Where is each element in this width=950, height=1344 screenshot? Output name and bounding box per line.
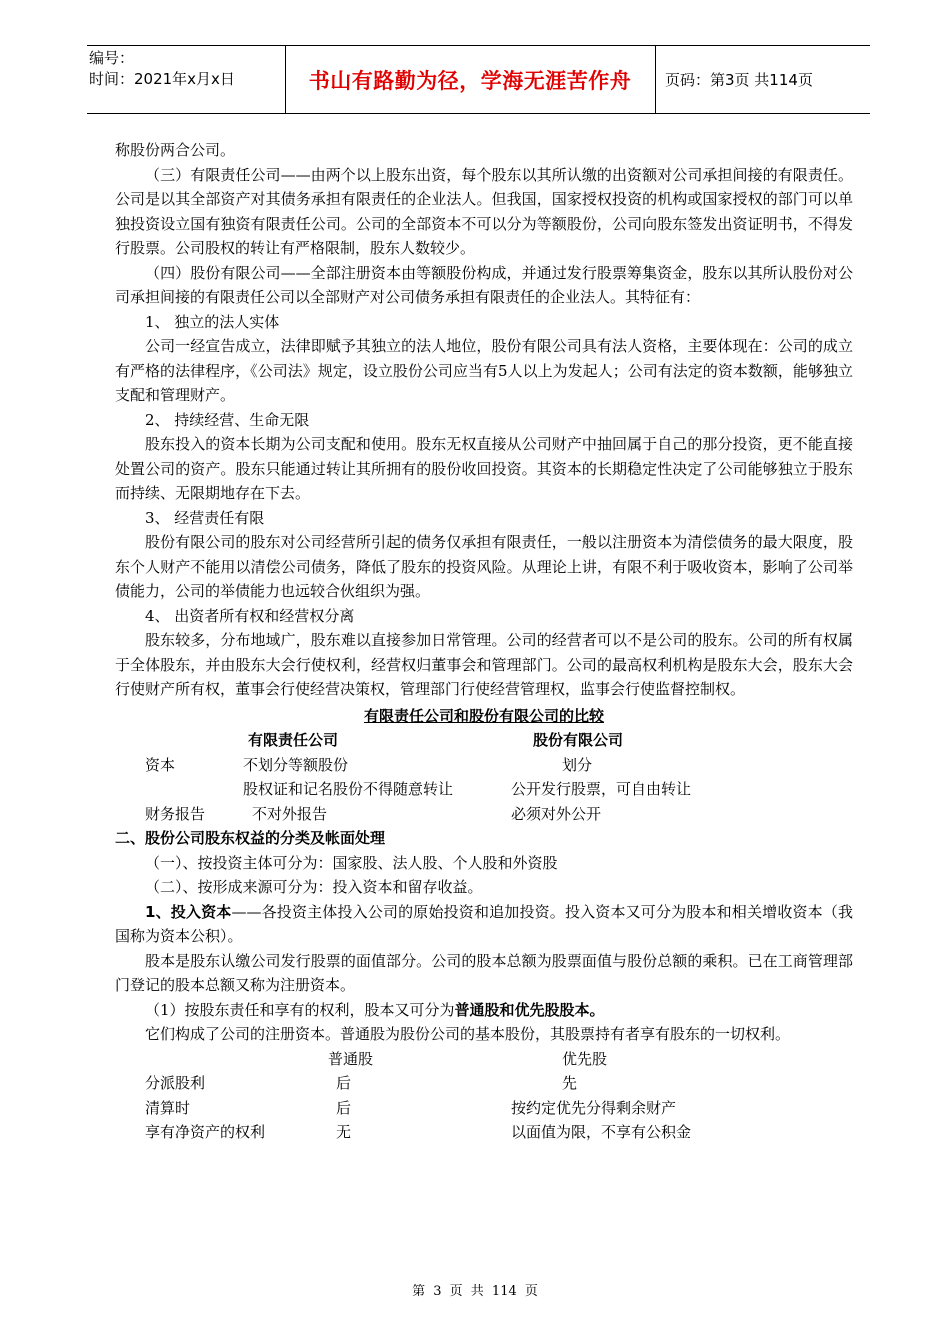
paragraph: （二）、按形成来源可分为：投入资本和留存收益。: [145, 878, 483, 896]
comparison-header-row: [115, 728, 853, 753]
cell: 按约定优先分得剩余财产: [511, 1098, 677, 1117]
comparison-row: [115, 802, 853, 827]
comparison-row: [115, 753, 853, 778]
cell: 不划分等额股份: [243, 755, 349, 774]
cell: 必须对外公开: [511, 804, 602, 823]
column-header: 股份有限公司: [533, 731, 624, 749]
cell: 以面值为限，不享有公积金: [511, 1123, 692, 1141]
paragraph: 公司一经宣告成立，法律即赋予其独立的法人地位，股份有限公司具有法人资格，主要体现在：公司的成立有严格的法律程序，《公司法》规定，设立股份公司应当有5人以上为发起人；公司有法定的资本数额，能够独立支配和管理财产。: [115, 337, 853, 404]
paragraph: [115, 998, 853, 1023]
number-label: 编号：: [89, 49, 135, 67]
cell: 无: [336, 1123, 352, 1141]
paragraph: 称股份两合公司。: [115, 141, 236, 159]
time-label: 时间：2021年x月x日: [89, 70, 235, 88]
page-header: [87, 45, 870, 114]
paragraph: 股东较多，分布地域广，股东难以直接参加日常管理。公司的经营者可以不是公司的股东。公司的所有权属于全体股东，并由股东大会行使权利，经营权归董事会和管理部门。公司的最高权利机构是股东大会，股东大会行使财产所有权，董事会行使经营决策权，管理部门行使经营管理权，监事会行使监督控制权。: [115, 631, 853, 698]
cell: 不对外报告: [252, 804, 328, 823]
stock-row: [115, 1096, 853, 1121]
header-meta: [89, 48, 285, 90]
term-text: ——各投资主体投入公司的原始投资和追加投资。投入资本又可分为股本和相关增收资本（我国称为资本公积）。: [115, 902, 853, 945]
subheading: 2、 持续经营、生命无限: [145, 410, 310, 429]
column-header: 有限责任公司: [248, 731, 339, 749]
header-divider: [655, 46, 656, 113]
cell: 后: [336, 1074, 352, 1092]
cell: 先: [562, 1074, 578, 1092]
row-label: 享有净资产的权利: [145, 1123, 266, 1141]
term-bold: 1、投入资本: [145, 902, 232, 921]
column-header: 普通股: [328, 1049, 374, 1068]
stock-header-row: [115, 1047, 853, 1072]
subheading: 3、 经营责任有限: [145, 508, 265, 527]
subheading: 1、 独立的法人实体: [145, 312, 280, 331]
header-page-info: 页码：第3页 共114页: [665, 71, 813, 89]
paragraph: （一）、按投资主体可分为：国家股、法人股、个人股和外资股: [145, 853, 558, 872]
document-body: [115, 138, 853, 1145]
column-header: 优先股: [562, 1049, 608, 1068]
cell: 股权证和记名股份不得随意转让: [243, 780, 454, 798]
paragraph: 股东投入的资本长期为公司支配和使用。股东无权直接从公司财产中抽回属于自己的那分投资，更不能直接处置公司的资产。股东只能通过转让其所拥有的股份收回投资。其资本的长期稳定性决定了公司能够独立于股东而持续、无限期地存在下去。: [115, 435, 853, 502]
term-bold: 普通股和优先股股本。: [454, 1000, 605, 1019]
comparison-title: 有限责任公司和股份有限公司的比较: [363, 706, 604, 725]
cell: 后: [336, 1098, 352, 1117]
page-footer: 第 3 页 共 114 页: [412, 1284, 538, 1299]
subheading: 4、 出资者所有权和经营权分离: [145, 606, 355, 625]
row-label: 分派股利: [145, 1074, 206, 1092]
cell: 公开发行股票，可自由转让: [511, 780, 692, 798]
term-text: （1）按股东责任和享有的权利，股本又可分为: [145, 1000, 455, 1019]
row-label: 财务报告: [145, 804, 206, 823]
comparison-row: [115, 777, 853, 802]
cell: 划分: [562, 755, 593, 774]
row-label: 资本: [145, 755, 176, 774]
stock-row: [115, 1120, 853, 1145]
paragraph: [115, 900, 853, 949]
row-label: 清算时: [145, 1098, 191, 1117]
stock-row: [115, 1071, 853, 1096]
header-motto: 书山有路勤为径，学海无涯苦作舟: [308, 68, 632, 93]
paragraph: 股份有限公司的股东对公司经营所引起的债务仅承担有限责任，一般以注册资本为清偿债务的最大限度，股东个人财产不能用以清偿公司债务，降低了股东的投资风险。从理论上讲，有限不利于吸收资本，影响了公司举债能力，公司的举债能力也远较合伙组织为强。: [115, 533, 853, 600]
paragraph: （三）有限责任公司——由两个以上股东出资，每个股东以其所认缴的出资额对公司承担间接的有限责任。公司是以其全部资产对其债务承担有限责任的企业法人。但我国，国家授权投资的机构或国家授权的部门可以单独投资设立国有独资有限责任公司。公司的全部资本不可以分为等额股份，公司向股东签发出资证明书，不得发行股票。公司股权的转让有严格限制，股东人数较少。: [115, 165, 853, 257]
paragraph: 它们构成了公司的注册资本。普通股为股份公司的基本股份，其股票持有者享有股东的一切权利。: [145, 1025, 791, 1043]
paragraph: （四）股份有限公司——全部注册资本由等额股份构成，并通过发行股票筹集资金，股东以其所认股份对公司承担间接的有限责任公司以全部财产对公司债务承担有限责任的企业法人。其特征有：: [115, 263, 853, 306]
paragraph: 股本是股东认缴公司发行股票的面值部分。公司的股本总额为股票面值与股份总额的乘积。已在工商管理部门登记的股本总额又称为注册资本。: [115, 951, 853, 994]
section-heading: 二、股份公司股东权益的分类及帐面处理: [115, 829, 386, 847]
